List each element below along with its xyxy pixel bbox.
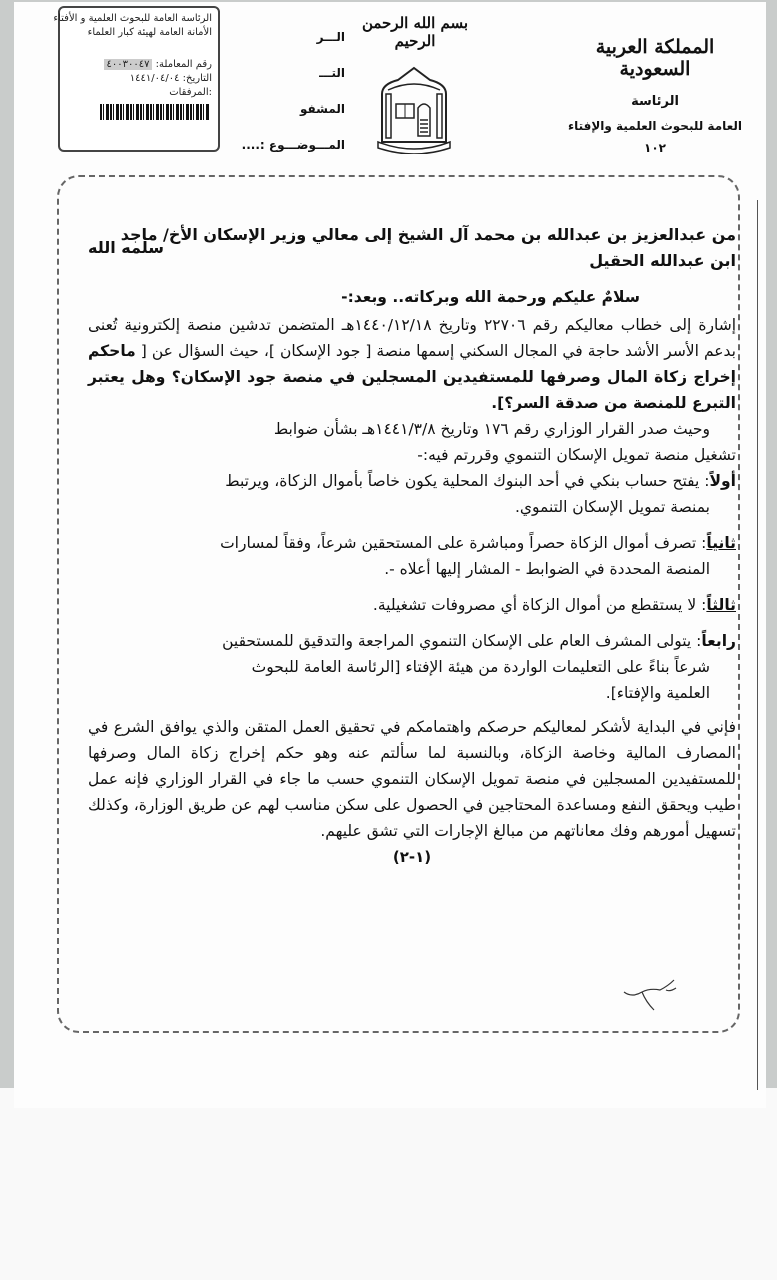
- first-label: أولاً: [709, 472, 736, 490]
- date-meta-label: التـــ: [319, 66, 345, 80]
- meta-labels: [225, 30, 345, 174]
- item-third: [88, 592, 736, 618]
- para1-text: إشارة إلى خطاب معاليكم رقم ٢٢٧٠٦ وتاريخ ١٤٤٠/١٢/١٨هـ المتضمن تدشين منصة إلكترونية تُعنى بدعم الأسر الأشد حاجة في المجال السكني إسمها منصة [ جود الإسكان ]، حيث السؤال عن [: [88, 316, 737, 360]
- attachments-label: :المرفقات: [169, 87, 212, 98]
- paragraph-ruling: فإني في البداية لأشكر لمعاليكم حرصكم واهتمامكم في تحقيق العمل المتقن والذي يوافق الشرع في المصارف المالية وخاصة الزكاة، وبالنسبة لما سألتم عنه وهو حكم إخراج زكاة المال وصرفها للمستفيدين المسجلين في منصة تمويل الإسكان التنموي حسب ما جاء في القرار الوزاري فإنه عمل طيب ويحقق النفع ومساعدة المحتاجين في الحصول على سكن مناسب لهم عن طريق الوزارة، وكذلك تسهيل أمورهم وفك معاناتهم من مبالغ الإجارات التي تشق عليهم.: [88, 718, 736, 840]
- from-line2: ابن عبدالله الحقيل: [589, 251, 736, 270]
- first-text2: بمنصة تمويل الإسكان التنموي.: [514, 498, 710, 516]
- kingdom-title: المملكة العربية السعودية: [595, 36, 715, 80]
- basmala: بسم الله الرحمن الرحيم: [361, 14, 469, 50]
- third-label: ثالثاً: [706, 596, 736, 614]
- stamp-date: [66, 72, 212, 86]
- para2-line1: وحيث صدر القرار الوزاري رقم ١٧٦ وتاريخ ١٤٤١/٣/٨هـ بشأن ضوابط: [273, 420, 710, 438]
- transaction-label: رقم المعاملة:: [155, 59, 212, 70]
- paper-edge: [757, 200, 758, 1090]
- first-text: : يفتح حساب بنكي في أحد البنوك المحلية يكون خاصاً بأموال الزكاة، ويرتبط: [225, 472, 710, 490]
- letter-body: [88, 222, 736, 866]
- greeting: سلامٌ عليكم ورحمة الله وبركاته.. وبعد:-: [341, 288, 640, 306]
- stamp-org-line2: الأمانة العامة لهيئة كبار العلماء: [87, 27, 212, 38]
- paragraph-reference: [88, 312, 736, 416]
- para1-question: ماحكم إخراج زكاة المال وصرفها للمستفيدين المسجلين في منصة جود الإسكان؟ وهل يعتبر التبرع للمنصة من صدقة السر؟: [88, 342, 736, 412]
- second-label: ثانياً: [706, 534, 736, 552]
- second-text: : تصرف أموال الزكاة حصراً ومباشرة على المستحقين شرعاً، وفقاً لمسارات: [220, 534, 707, 552]
- signature-initials: [620, 978, 680, 1014]
- item-fourth: [88, 628, 736, 706]
- subject-label: المـــوضـــوع :....: [241, 138, 345, 152]
- date-value: ١٤٤١/٠٤/٠٤: [129, 73, 180, 84]
- attachments-meta-label: المشفو: [299, 102, 345, 116]
- department-code: ١٠٢: [644, 141, 666, 155]
- para1-end: ].: [491, 394, 505, 412]
- number-label: الـــر: [316, 30, 345, 44]
- third-text: : لا يستقطع من أموال الزكاة أي مصروفات تشغيلية.: [372, 596, 707, 614]
- presidency-title: الرئاسة: [631, 94, 679, 109]
- barcode-icon: [100, 104, 210, 120]
- presidency-emblem-icon: [372, 64, 456, 154]
- fourth-text2: شرعاً بناءً على التعليمات الواردة من هيئة الإفتاء [الرئاسة العامة للبحوث: [251, 658, 710, 676]
- fourth-text: : يتولى المشرف العام على الإسكان التنموي المراجعة والتدقيق للمستحقين: [222, 632, 702, 650]
- stamp-org-line1: الرئاسة العامة للبحوث العلمية و الأفتاء: [53, 13, 212, 24]
- organization-header: [560, 36, 750, 155]
- department-title: العامة للبحوث العلمية والإفتاء: [567, 119, 743, 133]
- para2-line2: تشغيل منصة تمويل الإسكان التنموي وقررتم فيه:-: [417, 446, 736, 464]
- stamp-transaction: [66, 58, 212, 72]
- fourth-text3: العلمية والإفتاء].: [605, 684, 710, 702]
- from-salute: سلمه الله: [88, 238, 164, 257]
- fourth-label: رابعاً: [701, 632, 736, 650]
- paragraph-decision: [88, 416, 736, 468]
- transaction-number: ٤٠٠٣٠٠٤٧: [104, 59, 153, 70]
- registry-stamp: [53, 6, 220, 152]
- page-number: (١-٢): [392, 848, 432, 866]
- second-text2: المنصة المحددة في الضوابط - المشار إليها أعلاه -.: [384, 560, 710, 578]
- item-second: [88, 530, 736, 582]
- item-first: [88, 468, 736, 520]
- letter-from: [88, 222, 736, 274]
- date-label: التاريخ:: [182, 73, 212, 84]
- from-line1: من عبدالعزيز بن عبدالله بن محمد آل الشيخ إلى معالي وزير الإسكان الأخ/ ماجد: [120, 225, 736, 244]
